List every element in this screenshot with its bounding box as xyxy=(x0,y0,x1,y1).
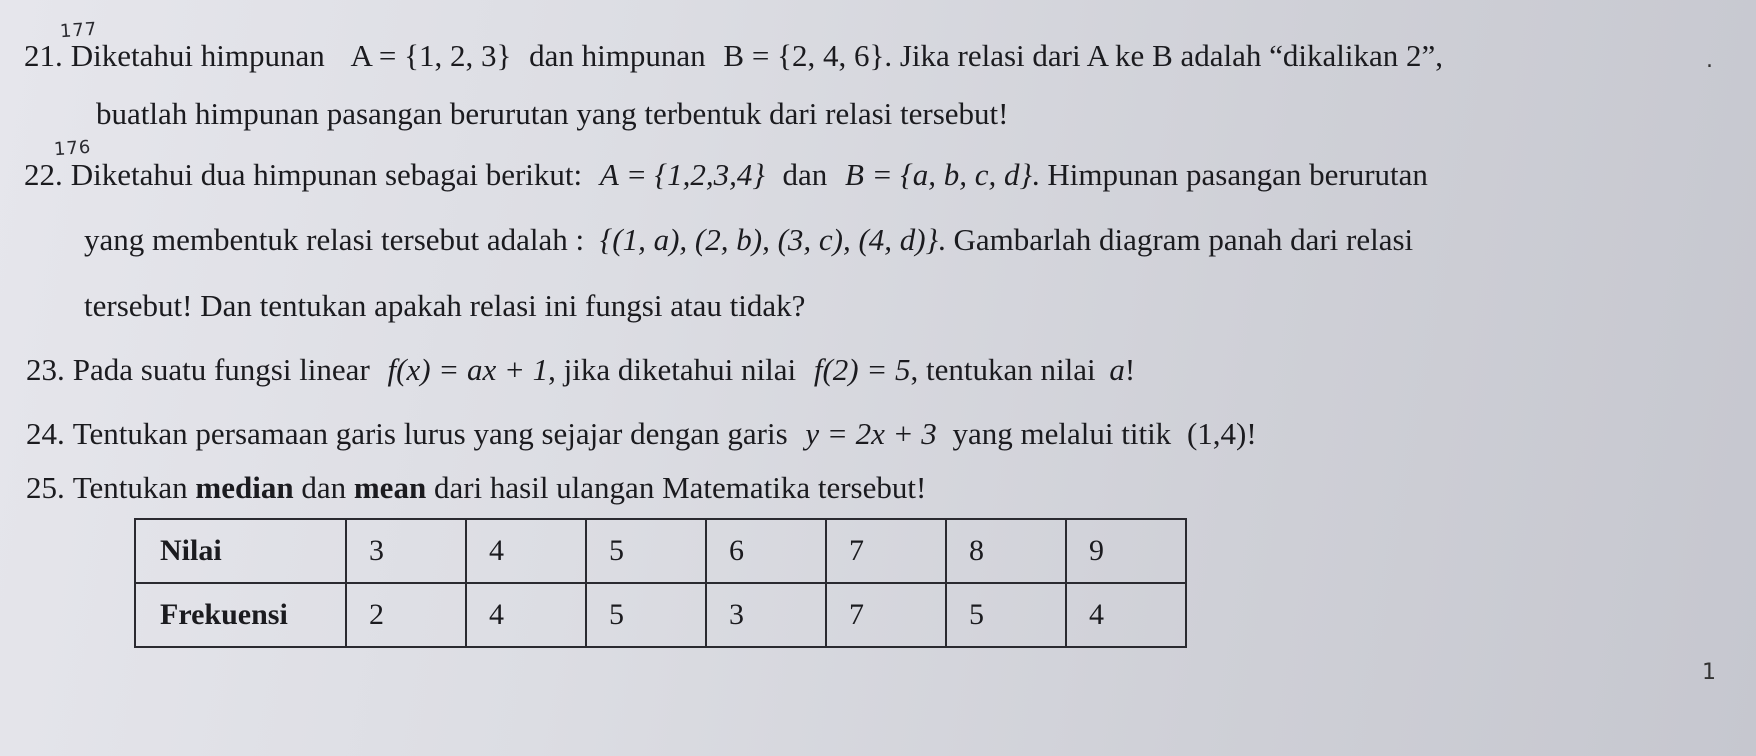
function-expression: f(x) = ax + 1 xyxy=(387,352,549,387)
question-text: . Himpunan pasangan berurutan xyxy=(1031,157,1428,192)
side-mark: 1 xyxy=(1702,660,1716,685)
question-text: dan xyxy=(301,470,347,505)
bold-term-median: median xyxy=(195,470,294,505)
table-header-nilai: Nilai xyxy=(135,519,346,583)
question-text: yang membentuk relasi tersebut adalah : xyxy=(84,222,585,257)
frequency-table xyxy=(134,518,1187,648)
table-header-frekuensi: Frekuensi xyxy=(135,583,346,647)
table-cell: 3 xyxy=(706,583,826,647)
question-22-line-1 xyxy=(24,157,1428,193)
table-cell: 3 xyxy=(346,519,466,583)
line-equation: y = 2x + 3 xyxy=(805,416,937,451)
table-cell: 5 xyxy=(586,583,706,647)
question-23 xyxy=(26,352,1135,388)
ordered-pairs: {(1, a), (2, b), (3, c), (4, d)} xyxy=(599,222,939,257)
set-a: A = {1, 2, 3} xyxy=(350,38,512,73)
question-text: ! xyxy=(1124,352,1136,387)
table-cell: 9 xyxy=(1066,519,1186,583)
question-number: 21. xyxy=(24,38,63,73)
question-22-line-2 xyxy=(84,222,1413,258)
question-text: , tentukan nilai xyxy=(910,352,1096,387)
table-cell: 8 xyxy=(946,519,1066,583)
table-row-nilai xyxy=(135,519,1186,583)
table-cell: 5 xyxy=(586,519,706,583)
table-cell: 6 xyxy=(706,519,826,583)
handwritten-note-q22: 176 xyxy=(53,136,93,161)
question-number: 23. xyxy=(26,352,65,387)
question-number: 25. xyxy=(26,470,65,505)
table-cell: 4 xyxy=(466,519,586,583)
function-value: f(2) = 5 xyxy=(813,352,911,387)
question-text: dan xyxy=(782,157,828,192)
question-text: Pada suatu fungsi linear xyxy=(72,352,370,387)
question-text: Tentukan xyxy=(72,470,188,505)
question-22-line-3: tersebut! Dan tentukan apakah relasi ini fungsi atau tidak? xyxy=(84,288,806,323)
question-text: Diketahui dua himpunan sebagai berikut: xyxy=(70,157,583,192)
question-number: 22. xyxy=(24,157,63,192)
question-text: yang melalui titik xyxy=(952,416,1172,451)
table-cell: 4 xyxy=(1066,583,1186,647)
question-21-line-2: buatlah himpunan pasangan berurutan yang terbentuk dari relasi tersebut! xyxy=(96,96,1009,131)
question-text: . Gambarlah diagram panah dari relasi xyxy=(938,222,1414,257)
table-row-frekuensi xyxy=(135,583,1186,647)
table-cell: 4 xyxy=(466,583,586,647)
set-b: B = {a, b, c, d} xyxy=(844,157,1032,192)
question-25 xyxy=(26,470,926,506)
table-cell: 5 xyxy=(946,583,1066,647)
handwritten-note-q21: 177 xyxy=(59,18,99,43)
stray-dot-mark: . xyxy=(1706,48,1713,73)
question-21-line-1 xyxy=(24,38,1443,74)
question-text: dari hasil ulangan Matematika tersebut! xyxy=(433,470,927,505)
variable: a xyxy=(1109,352,1125,387)
question-number: 24. xyxy=(26,416,65,451)
table-cell: 7 xyxy=(826,519,946,583)
question-text: ! xyxy=(1246,416,1257,451)
point: (1,4) xyxy=(1186,416,1247,451)
bold-term-mean: mean xyxy=(353,470,427,505)
set-a: A = {1,2,3,4} xyxy=(599,157,765,192)
set-b: B = {2, 4, 6} xyxy=(723,38,885,73)
question-text: . Jika relasi dari A ke B adalah “dikalikan 2”, xyxy=(884,38,1444,73)
question-text: Tentukan persamaan garis lurus yang sejajar dengan garis xyxy=(72,416,788,451)
table-cell: 2 xyxy=(346,583,466,647)
question-text: dan himpunan xyxy=(529,38,706,73)
question-text: Diketahui himpunan xyxy=(70,38,325,73)
table-cell: 7 xyxy=(826,583,946,647)
question-text: , jika diketahui nilai xyxy=(548,352,797,387)
question-24 xyxy=(26,416,1257,452)
